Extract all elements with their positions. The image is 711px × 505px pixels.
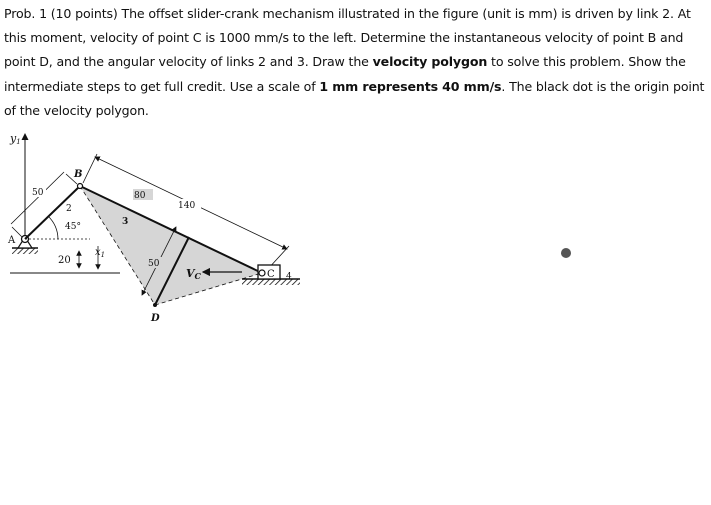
problem-text-2: to solve this problem. Show the intermediate steps to get full credit. Use a scale of	[4, 54, 686, 94]
problem-statement	[4, 2, 708, 123]
y-axis-label: y1	[10, 132, 21, 146]
crank-length-label: 50	[32, 188, 44, 198]
pin-d	[153, 303, 157, 307]
point-b-label: B	[74, 169, 83, 180]
ground-a-hatch	[12, 248, 38, 254]
dimension-140-label: 140	[178, 201, 196, 211]
dimension-50-d-label: 50	[148, 259, 160, 269]
link-2-label: 2	[66, 204, 72, 214]
dimension-80-label: 80	[134, 191, 146, 201]
velocity-c-label: VC	[186, 267, 201, 281]
link-3-label: 3	[122, 217, 129, 227]
x-axis-label: $x_1$	[95, 247, 106, 259]
point-a-label: A	[8, 235, 16, 246]
link-4-label: 4	[286, 272, 292, 282]
point-c-label: C	[267, 269, 275, 280]
velocity-polygon-emphasis: velocity polygon	[372, 54, 488, 70]
problem-text-1: Prob. 1 (10 points) The offset slider-crank mechanism illustrated in the figure (unit is mm) is driven by link 2. At this moment, velocity of point C is 1000 mm/s to the left. Determine the instantaneous velocity of point B and point D, and the angular velocity of links 2 and 3. Draw the	[4, 6, 691, 70]
scale-emphasis: 1 mm represents 40 mm/s	[319, 78, 502, 94]
offset-20-label: 20	[58, 255, 71, 266]
pin-c	[259, 270, 265, 276]
pin-b	[78, 184, 83, 189]
point-d-label: D	[151, 313, 160, 324]
crank-angle-label: 45°	[65, 222, 81, 232]
problem-text-3: . The black dot is the origin point of the velocity polygon.	[4, 78, 705, 118]
crank-dimension	[11, 172, 64, 224]
mechanism-figure	[0, 124, 310, 324]
velocity-polygon-origin-dot	[561, 248, 571, 258]
